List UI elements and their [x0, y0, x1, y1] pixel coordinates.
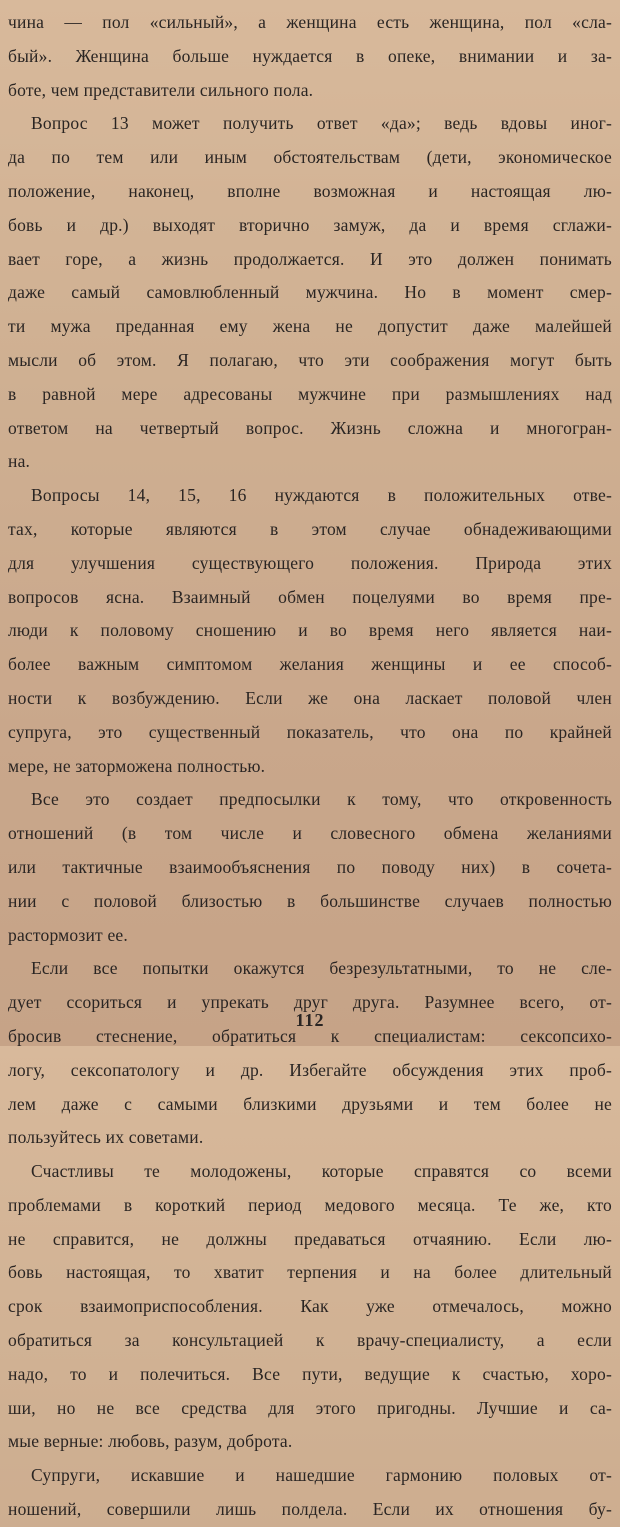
text-line: тах, которые являются в этом случае обнадеживающими	[8, 518, 612, 539]
text-line: Все это создает предпосылки к тому, что откровенность	[31, 789, 612, 810]
text-line: ответом на четвертый вопрос. Жизнь сложна и многогран-	[8, 417, 612, 438]
text-line: на.	[8, 451, 31, 472]
text-line: мые верные: любовь, разум, доброта.	[8, 1431, 293, 1452]
text-line: лем даже с самыми близкими друзьями и тем более не	[8, 1093, 612, 1114]
text-line: для улучшения существующего положения. Природа этих	[8, 552, 612, 573]
text-line: дует ссориться и упрекать друг друга. Разумнее всего, от-	[8, 992, 612, 1013]
text-line: более важным симптомом желания женщины и ее способ-	[8, 654, 612, 675]
text-line: Если все попытки окажутся безрезультатными, то не сле-	[31, 958, 612, 979]
text-line: срок взаимоприспособления. Как уже отмечалось, можно	[8, 1296, 612, 1317]
text-line: да по тем или иным обстоятельствам (дети, экономическое	[8, 147, 612, 168]
text-line: обратиться за консультацией к врачу-специалисту, а если	[8, 1330, 612, 1351]
text-line: бовь настоящая, то хватит терпения и на более длительный	[8, 1262, 612, 1283]
text-line: бый». Женщина больше нуждается в опеке, внимании и за-	[8, 45, 612, 66]
text-line: надо, то и полечиться. Все пути, ведущие к счастью, хоро-	[8, 1363, 612, 1384]
text-line: чина — пол «сильный», а женщина есть женщина, пол «сла-	[8, 12, 612, 32]
text-line: мере, не заторможена полностью.	[8, 755, 266, 776]
text-line: люди к половому сношению и во время него является наи-	[8, 620, 612, 641]
text-line: или тактичные взаимообъяснения по поводу них) в сочета-	[8, 856, 612, 877]
text-line: ши, но не все средства для этого пригодны. Лучшие и са-	[8, 1397, 612, 1418]
text-line: Счастливы те молодожены, которые справятся со всеми	[31, 1161, 612, 1182]
text-line: в равной мере адресованы мужчине при размышлениях над	[8, 383, 612, 404]
text-line: Вопросы 14, 15, 16 нуждаются в положительных отве-	[31, 485, 612, 506]
text-line: ношений, совершили лишь полдела. Если их отношения бу-	[8, 1499, 612, 1520]
text-line: мысли об этом. Я полагаю, что эти соображения могут быть	[8, 349, 612, 370]
text-line: ти мужа преданная ему жена не допустит даже малейшей	[8, 316, 612, 337]
text-line: нии с половой близостью в большинстве случаев полностью	[8, 890, 612, 911]
text-line: бросив стеснение, обратиться к специалистам: сексопсихо-	[8, 1025, 612, 1046]
text-line: Супруги, искавшие и нашедшие гармонию половых от-	[31, 1465, 612, 1486]
text-line: вопросов ясна. Взаимный обмен поцелуями во время пре-	[8, 586, 612, 607]
text-line: даже самый самовлюбленный мужчина. Но в момент смер-	[8, 282, 612, 303]
text-line: вает горе, а жизнь продолжается. И это должен понимать	[8, 248, 612, 269]
text-line: проблемами в короткий период медового месяца. Те же, кто	[8, 1194, 612, 1215]
text-line: боте, чем представители сильного пола.	[8, 79, 314, 100]
text-line: ности к возбуждению. Если же она ласкает половой член	[8, 687, 612, 708]
text-line: бовь и др.) выходят вторично замуж, да и время сглажи-	[8, 214, 612, 235]
text-line: положение, наконец, вполне возможная и настоящая лю-	[8, 180, 612, 201]
text-line: не справится, не должны предаваться отчаянию. Если лю-	[8, 1228, 612, 1249]
text-line: пользуйтесь их советами.	[8, 1127, 204, 1148]
page-number: 112	[295, 1010, 325, 1030]
text-line: растормозит ее.	[8, 924, 128, 945]
text-line: супруга, это существенный показатель, что она по крайней	[8, 721, 612, 742]
text-line: Вопрос 13 может получить ответ «да»; ведь вдовы иног-	[31, 113, 612, 134]
text-line: логу, сексопатологу и др. Избегайте обсуждения этих проб-	[8, 1059, 612, 1080]
text-line: отношений (в том числе и словесного обмена желаниями	[8, 823, 612, 844]
page-text-body	[8, 6, 612, 1527]
